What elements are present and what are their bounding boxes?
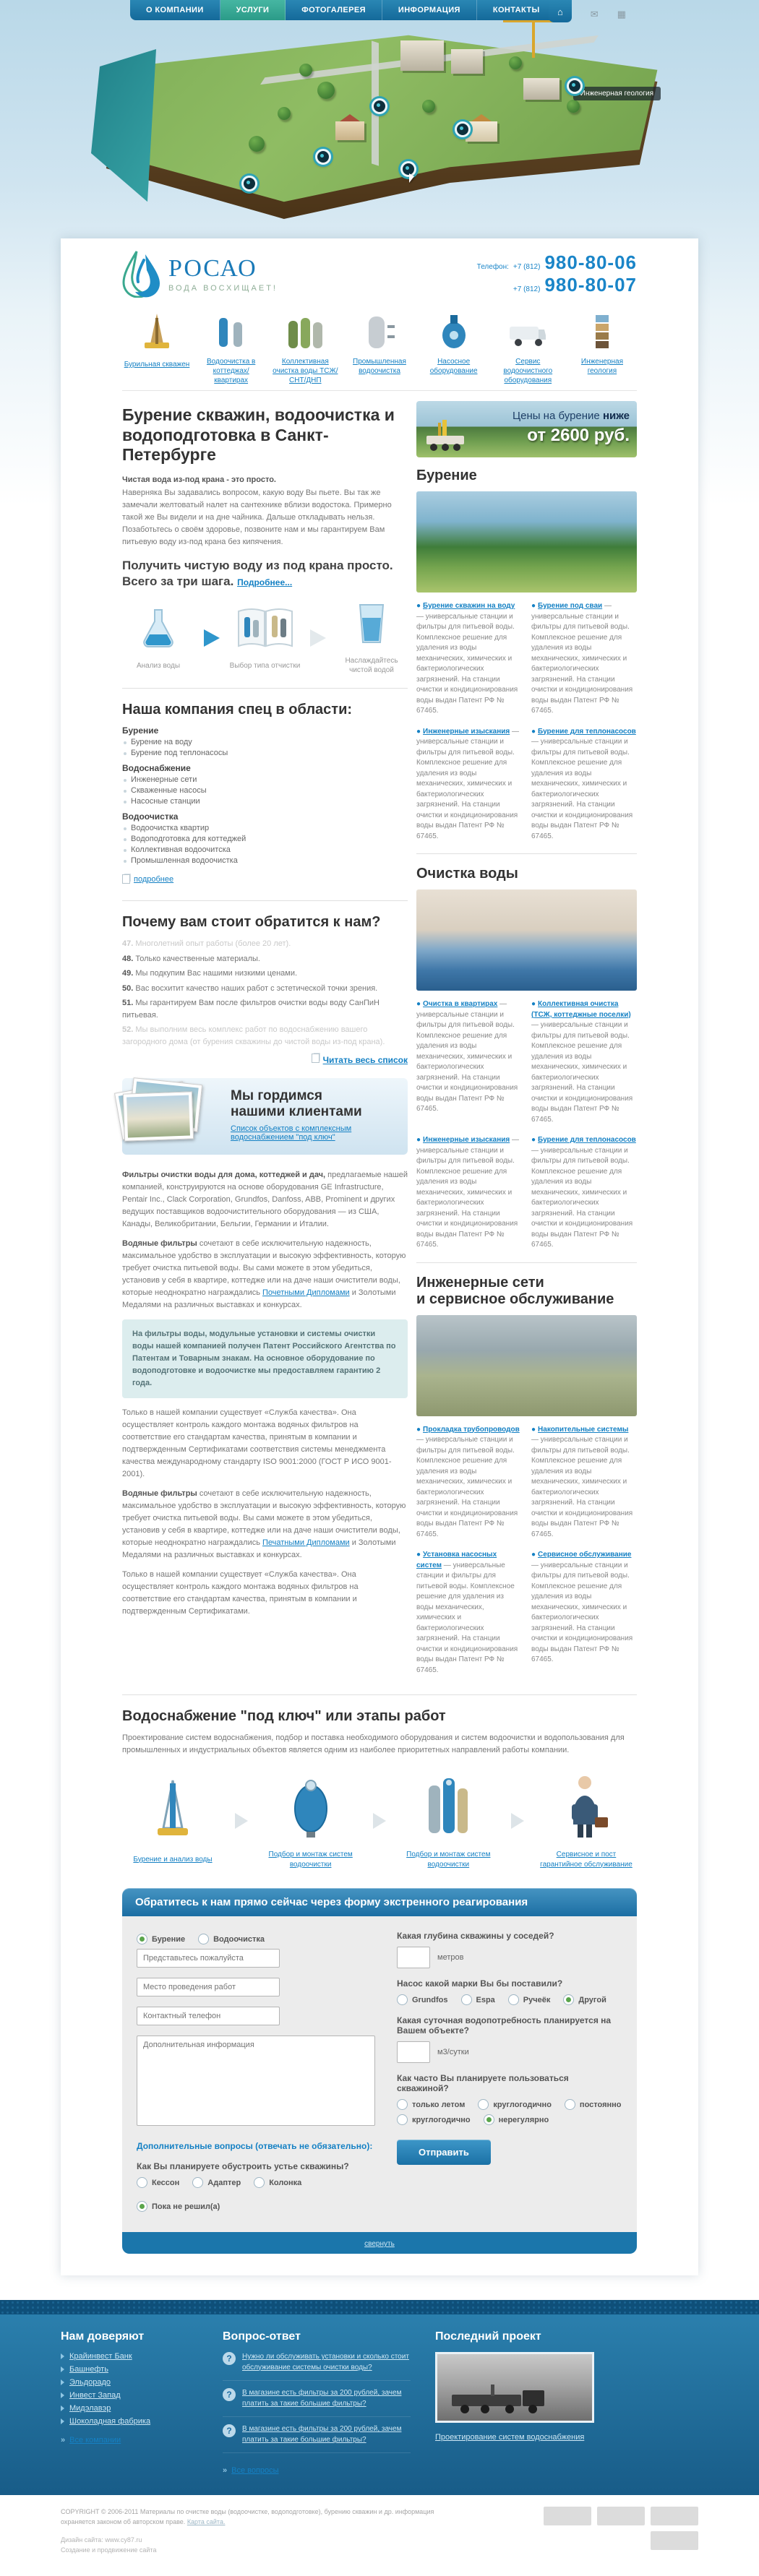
extra-questions-title: Дополнительные вопросы (отвечать не обязательно):: [137, 2141, 373, 2152]
drop-icon: ●: [531, 1000, 536, 1008]
pressure-tank-icon: [289, 1772, 333, 1839]
faq-link[interactable]: В магазине есть фильтры за 200 рублей, зачем платить за такие большие фильтры?: [242, 2425, 402, 2444]
specialty-item: Водоподготовка для коттеджей: [122, 835, 408, 843]
section-title-water-treatment: Очистка воды: [416, 866, 518, 882]
filter-column-icon: [423, 1772, 473, 1839]
trust-item: [61, 2391, 198, 2400]
drill-truck-icon: [422, 418, 473, 452]
promo-credit: Создание и продвижение сайта: [61, 2546, 157, 2554]
clients-title-1: Мы гордимся: [231, 1088, 322, 1104]
question-mark-icon: ?: [223, 2424, 236, 2437]
service-technician-icon: [563, 1772, 609, 1839]
step-analysis: [122, 606, 194, 671]
trust-link[interactable]: Башнефть: [69, 2365, 108, 2374]
all-questions-link[interactable]: Все вопросы: [231, 2466, 279, 2476]
radio-grundfos[interactable]: Grundfos: [397, 1994, 448, 2005]
service-link-industrial-treatment[interactable]: Промышленная водоочистка: [353, 358, 406, 375]
depth-input[interactable]: [397, 1947, 430, 1968]
diploma-link-2[interactable]: Печатными Дипломами: [262, 1538, 350, 1548]
price-accent: ниже: [602, 410, 630, 422]
depth-question: Какая глубина скважины у соседей?: [397, 1931, 554, 1942]
service-link-engineering-geology[interactable]: Инженерная геология: [580, 358, 623, 375]
flask-icon: [135, 606, 181, 652]
arrow-right-icon: [204, 629, 220, 647]
faq-link[interactable]: В магазине есть фильтры за 200 рублей, зачем платить за такие большие фильтры?: [242, 2389, 402, 2408]
trust-item: [61, 2352, 198, 2361]
crane-illustration: [503, 17, 568, 58]
drop-icon: ●: [416, 1136, 421, 1144]
hero-house: [466, 121, 497, 142]
right-column: [416, 401, 637, 1676]
radio-year-round[interactable]: круглогодично: [478, 2099, 552, 2110]
link-pile-drilling[interactable]: Бурение под сваи: [538, 602, 603, 610]
double-arrow-icon: »: [61, 2436, 66, 2445]
link-heatpump-drilling[interactable]: Бурение для теплонасосов: [538, 727, 636, 736]
step-label: Выбор типа отчистки: [229, 661, 301, 670]
catalog-book-icon: [234, 606, 296, 652]
phone-code: +7 (812): [513, 285, 541, 293]
nav-contacts[interactable]: КОНТАКТЫ: [477, 0, 556, 20]
geology-column-icon: [581, 311, 623, 353]
arrow-right-icon: [235, 1813, 248, 1829]
drop-icon: ●: [416, 727, 421, 736]
page-title: Бурение скважин, водоочистка и водоподготовка в Санкт-Петербурге: [122, 405, 395, 465]
nav-info[interactable]: ИНФОРМАЦИЯ: [382, 0, 477, 20]
arrow-bullet-icon: [61, 2353, 64, 2359]
form-collapse-bar: [122, 2232, 637, 2254]
clients-banner: [122, 1078, 408, 1155]
paragraph-water-filters-2: Водяные фильтры сочетают в себе исключительную надежность, максимальное удобство в эксплуатации и высокую эффективность, которую требует очистка питьевой воды. Вы сами можете в этом убедиться, установив у себя в квартире, коттедже или на даче наши очистители воды, которые неоднократно награждались Печатными Дипломами и Золотыми Медалями на различных выставках и конкурсах.: [122, 1489, 406, 1560]
link-heatpump-drilling-2[interactable]: Бурение для теплонасосов: [538, 1136, 636, 1144]
header-icons: [549, 0, 626, 22]
specialty-item: Водоочистка квартир: [122, 824, 408, 832]
paragraph-filters: Фильтры очистки воды для дома, коттеджей и дач, предлагаемые нашей компанией, конструируются на основе оборудования GE Infrastructure, Pentair Inc., Clack Corporation, Grundfos, Danfoss, ABB, Prominent и других ведущих поставщиков водоочистительного оборудования — из США, Канады, Великобритании, Бельгии, Германии и Италии.: [122, 1171, 408, 1229]
networks-photo: [416, 1315, 637, 1416]
service-item: [197, 311, 266, 386]
trust-link[interactable]: Эльдорадо: [69, 2378, 111, 2387]
double-arrow-icon: »: [223, 2466, 228, 2476]
name-input[interactable]: [137, 1949, 280, 1968]
radio-year-round-2[interactable]: круглогодично: [397, 2114, 471, 2125]
document-icon: [122, 874, 130, 884]
geology-label: Инженерная геология: [573, 87, 661, 100]
daily-consumption-question: Какая суточная водопотребность планируется на Вашем объекте?: [397, 2015, 612, 2036]
daily-consumption-input[interactable]: [397, 2041, 430, 2063]
why-item: 49. Мы подкупим Вас нашими низкими ценами.: [122, 969, 298, 978]
faq-link[interactable]: Нужно ли обслуживать установки и сколько стоит обслуживание системы очистки воды?: [242, 2353, 409, 2372]
radio-water-treatment[interactable]: Водоочистка: [198, 1934, 265, 1944]
drill-rig-icon: [136, 311, 178, 353]
sitemap-icon[interactable]: ▦: [617, 9, 626, 20]
sitemap-link[interactable]: Карта сайта.: [186, 2518, 226, 2526]
link-storage-systems[interactable]: Накопительные системы: [538, 1425, 629, 1434]
step-label: Анализ воды: [136, 661, 181, 670]
radio-adapter[interactable]: Адаптер: [192, 2177, 241, 2188]
nav-about[interactable]: О КОМПАНИИ: [130, 0, 220, 20]
section-title-networks-2: и сервисное обслуживание: [416, 1291, 614, 1307]
why-full-list-link[interactable]: Читать весь список: [322, 1055, 408, 1066]
hero-building: [451, 49, 483, 74]
tanks-icon: [284, 311, 326, 353]
arrow-right-icon: [511, 1813, 524, 1829]
drilling-link-item: ● Бурение под сваи — универсальные станции и фильтры для питьевой воды. Комплексное решение для удаления из воды механических, химических и бактериологических загрязнений. На станции очистки и кондиционирования воды выдан Патент РФ № 67465.: [531, 602, 633, 715]
clients-objects-link[interactable]: Список объектов с комплексным водоснабжением "под ключ": [231, 1124, 352, 1142]
paragraph-water-filters: Водяные фильтры сочетают в себе исключительную надежность, максимальное удобство в эксплуатации и высокую эффективность, которую требует очистка питьевой воды. Вы сами можете в этом убедиться, установив у себя в квартире, коттедже или на даче наши очистители воды, которые неоднократно награждались Почетными Дипломами и Золотыми Медалями на различных выставках и конкурсах.: [122, 1239, 406, 1310]
paragraph-quality: Только в нашей компании существует «Служба качества». Она осуществляет контроль каждого монтажа водяных фильтров на соответствие его стандартам качества, принятым в компании и подтвержденным Сертификатами соответствия системы менеджмента качества международному стандарту ISO 9001:2000 (ГОСТ Р ИСО 9001- 2001).: [122, 1408, 392, 1478]
submit-button[interactable]: Отправить: [397, 2140, 491, 2165]
price-banner[interactable]: [416, 401, 637, 457]
banner-placeholder[interactable]: [651, 2507, 698, 2525]
water-glass-icon: [356, 600, 387, 647]
turnkey-step-link[interactable]: Бурение и анализ воды: [133, 1855, 213, 1864]
drop-icon: ●: [416, 1000, 421, 1008]
arrow-right-outline-icon: [310, 629, 326, 647]
diploma-link[interactable]: Почетными Дипломами: [262, 1288, 350, 1298]
specialty-group: Водоочистка: [122, 811, 179, 822]
nav-gallery[interactable]: ФОТОГАЛЕРЕЯ: [286, 0, 382, 20]
phone-number-1: 980-80-06: [544, 251, 637, 273]
drop-icon: ●: [531, 1551, 536, 1559]
banner-placeholder[interactable]: [597, 2507, 645, 2525]
why-title: Почему вам стоит обратится к нам?: [122, 914, 381, 931]
depth-unit: метров: [437, 1953, 464, 1963]
phone-input[interactable]: [137, 2007, 280, 2025]
faq-item: [223, 2352, 411, 2381]
hero-illustration: [61, 13, 698, 237]
why-item: 47. Многолетний опыт работы (более 20 лет).: [122, 939, 291, 949]
arrow-bullet-icon: [61, 2418, 64, 2424]
arrow-bullet-icon: [61, 2366, 64, 2372]
logo-name: РОСАО: [168, 255, 257, 282]
hero-house: [335, 121, 364, 140]
trust-link[interactable]: Шоколадная фабрика: [69, 2417, 151, 2426]
hero-roof: [471, 114, 492, 121]
specialty-item: Инженерные сети: [122, 775, 408, 784]
price-line2: от 2600 руб.: [527, 426, 630, 445]
hero-building: [400, 40, 444, 71]
specialty-more-link[interactable]: подробнее: [134, 874, 174, 884]
arrow-right-icon: [373, 1813, 386, 1829]
form-title: Обратитесь к нам прямо сейчас через форму экстренного реагирования: [122, 1888, 637, 1916]
industrial-tank-icon: [359, 311, 400, 353]
specialty-item: Коллективная водоочитска: [122, 845, 408, 854]
service-link-collective-treatment[interactable]: Коллективная очистка воды ТСЖ/СНТ/ДНП: [273, 358, 338, 384]
turnkey-lead: Проектирование систем водоснабжения, подбор и поставка необходимого оборудования и систем водоочистки и водопользования для промышленных и индустриальных объектов является одним из наиболее приоритетных направлений работы компании.: [122, 1733, 625, 1755]
price-line1: Цены на бурение: [513, 410, 600, 422]
link-pipelines[interactable]: Прокладка трубопроводов: [423, 1425, 520, 1434]
work-place-input[interactable]: [137, 1978, 280, 1996]
radio-espa[interactable]: Espa: [461, 1994, 495, 2005]
phones: [477, 251, 637, 296]
specialty-title: Наша компания спец в области:: [122, 702, 353, 718]
arrow-bullet-icon: [61, 2392, 64, 2398]
bottom-strip: [61, 2495, 698, 2576]
service-item: [270, 311, 340, 386]
map-marker[interactable]: [455, 121, 471, 137]
why-item: 48. Только качественные материалы.: [122, 954, 260, 963]
all-companies-link[interactable]: Все компании: [69, 2436, 121, 2445]
specialty-item: Скваженные насосы: [122, 786, 408, 795]
arrow-bullet-icon: [61, 2405, 64, 2411]
drop-icon: ●: [416, 1425, 421, 1434]
network-link-item: ● Прокладка трубопроводов — универсальные станции и фильтры для питьевой воды. Комплексное решение для удаления из воды механических, химических и бактериологических загрязнений. На станции очистки и кондиционирования воды выдан Патент РФ № 67465.: [416, 1425, 520, 1538]
specialty-item: Насосные станции: [122, 797, 408, 806]
three-steps-more-link[interactable]: Подробнее...: [237, 577, 293, 588]
turnkey-section: [122, 1708, 637, 1869]
link-service-maintenance[interactable]: Сервисное обслуживание: [538, 1551, 632, 1559]
treatment-link-item: ● Коллективная очистка (ТСЖ, коттеджные поселки) — универсальные станции и фильтры для питьевой воды. Комплексное решение для удаления из воды механических, химических и бактериологических загрязнений. На станции очистки и кондиционирования воды выдан Патент РФ № 67465.: [531, 1000, 633, 1124]
last-project-photo[interactable]: [435, 2352, 594, 2423]
logo-row: [122, 238, 637, 303]
drop-icon: ●: [531, 1425, 536, 1434]
trust-item: [61, 2378, 198, 2387]
three-steps-subtitle: Всего за три шага.: [122, 574, 234, 589]
water-drop-logo-icon: [122, 250, 161, 298]
intro-lead: Наверняка Вы задавались вопросом, какую воду Вы пьете. Вы так же замечали желтоватый налет на сантехнике вблизи водостока. Примерно такой же Вы видели и на дне чайника. Дальше откладывать нельзя. Позаботьтесь о своём здоровье, позвоните нам и мы гарантируем Вам питьевую воду из-под крана без кипячения.: [122, 488, 392, 546]
specialty-group: Водоснабжение: [122, 763, 191, 774]
why-item: 52. Мы выполним весь комплекс работ по водоснабжению вашего загородного дома (от бурения скважины до чистой воды из-под крана).: [122, 1025, 385, 1046]
step-label: Наслаждайтесь чистой водой: [345, 657, 398, 675]
map-marker[interactable]: [372, 98, 387, 114]
cursor-icon: [409, 173, 414, 183]
copyright-text: COPYRIGHT © 2006-2011 Материалы по очистке воды (водоочистке, водоподготовке), бурению скважин и др. информация охраняется законом об авторском праве.: [61, 2508, 434, 2526]
radio-other-pump[interactable]: Другой: [563, 1994, 606, 2005]
step-choose-filter: [229, 606, 301, 671]
turnkey-step-link[interactable]: Сервисное и пост гарантийное обслуживание: [540, 1851, 632, 1869]
footer-texture-band: [0, 2300, 759, 2314]
link-collective-treatment[interactable]: Коллективная очистка (ТСЖ, коттеджные поселки): [531, 1000, 631, 1019]
banner-placeholders: [525, 2507, 698, 2550]
collapse-link[interactable]: свернуть: [364, 2240, 395, 2249]
service-item: [493, 311, 562, 386]
footer-faq-column: [223, 2330, 411, 2476]
why-item: 51. Мы гарантируем Вам после фильтров очистки воды воду СанПиН питьевая.: [122, 999, 380, 1020]
radio-irregular[interactable]: нерегулярно: [484, 2114, 549, 2125]
content-card: [61, 238, 698, 2275]
nav-services[interactable]: УСЛУГИ: [220, 0, 286, 20]
drop-icon: ●: [531, 1136, 536, 1144]
header: [61, 0, 698, 238]
drilling-photo: [416, 491, 637, 593]
section-title-drilling: Бурение: [416, 468, 477, 483]
question-mark-icon: ?: [223, 2388, 236, 2401]
document-icon: [312, 1054, 320, 1063]
turnkey-step: [536, 1772, 637, 1869]
step-enjoy-water: [335, 600, 408, 675]
treatment-link-item: ● Инженерные изыскания — универсальные станции и фильтры для питьевой воды. Комплексное решение для удаления из воды механических, химических и бактериологических загрязнений. На станции очистки и кондиционирования воды выдан Патент РФ № 67465.: [416, 1136, 520, 1249]
footer: [0, 2300, 759, 2495]
radio-summer-only[interactable]: только летом: [397, 2099, 465, 2110]
paragraph-quality-2: Только в нашей компании существует «Служба качества». Она осуществляет контроль каждого монтажа водяных фильтров на соответствие его стандартам качества, принятым в компании и подтвержденным Сертификатами.: [122, 1570, 359, 1616]
client-photos: [112, 1074, 220, 1153]
treatment-link-item: ● Очистка в квартирах — универсальные станции и фильтры для питьевой воды. Комплексное решение для удаления из воды механических, химических и бактериологических загрязнений. На станции очистки и кондиционирования воды выдан Патент РФ № 67465.: [416, 1000, 518, 1113]
specialty-item: Бурение под теплонасосы: [122, 749, 408, 757]
service-link-equipment-service[interactable]: Сервис водоочистного оборудования: [503, 358, 553, 384]
link-well-drilling[interactable]: Бурение скважин на воду: [423, 602, 515, 610]
link-engineering-survey-2[interactable]: Инженерные изыскания: [423, 1136, 510, 1144]
clients-title-2: нашими клиентами: [231, 1103, 362, 1119]
map-marker[interactable]: [567, 78, 583, 94]
link-apartment-treatment[interactable]: Очистка в квартирах: [423, 1000, 498, 1008]
section-title-networks-1: Инженерные сети: [416, 1274, 544, 1291]
radio-drilling[interactable]: Бурение: [137, 1934, 185, 1944]
drop-icon: ●: [416, 602, 421, 610]
footer-project-column: [435, 2330, 601, 2476]
link-engineering-survey[interactable]: Инженерные изыскания: [423, 727, 510, 736]
intro-lead-bold: Чистая вода из-под крана - это просто.: [122, 475, 276, 484]
trust-item: [61, 2417, 198, 2426]
radio-dot-icon: [137, 1934, 147, 1944]
trust-title: Нам доверяют: [61, 2330, 145, 2343]
service-item: [122, 311, 192, 386]
contact-form: [122, 1888, 637, 2254]
drilling-link-item: ● Бурение скважин на воду — универсальные станции и фильтры для питьевой воды. Комплексное решение для удаления из воды механических, химических и бактериологических загрязнений. На станции очистки и кондиционирования воды выдан Патент РФ № 67465.: [416, 602, 518, 715]
logo[interactable]: [122, 250, 278, 298]
turnkey-step-link[interactable]: Подбор и монтаж систем водоочистки: [268, 1851, 353, 1869]
three-steps-title: Получить чистую воду из под крана просто.: [122, 559, 393, 573]
question-mark-icon: ?: [223, 2352, 236, 2365]
service-van-icon: [507, 311, 549, 353]
main-nav: [130, 0, 556, 20]
drop-icon: ●: [531, 727, 536, 736]
radio-dot-icon: [198, 1934, 209, 1944]
service-item: [419, 311, 489, 386]
radio-kolonka[interactable]: Колонка: [254, 2177, 301, 2188]
patent-note-box: На фильтры воды, модульные установки и системы очистки воды нашей компанией получен Патент Российского Агентства по Патентам и Товарным знакам. На основное оборудование по водоподготовке и водоочистке мы предоставляем гарантию 2 года.: [122, 1319, 408, 1398]
drop-icon: ●: [531, 602, 536, 610]
service-link-drilling[interactable]: Бурильная скважен: [124, 361, 190, 369]
turnkey-step-link[interactable]: Подбор и монтаж систем водоочистки: [406, 1851, 491, 1869]
trust-link[interactable]: Мидэлавэр: [69, 2404, 111, 2413]
banner-placeholder[interactable]: [651, 2531, 698, 2550]
service-link-cottage-treatment[interactable]: Водоочистка в коттеджах/квартирах: [206, 358, 256, 384]
turnkey-step: [260, 1772, 361, 1869]
service-item: [567, 311, 637, 386]
phone-label: Телефон:: [476, 263, 509, 271]
drilling-link-item: ● Бурение для теплонасосов — универсальные станции и фильтры для питьевой воды. Комплексное решение для удаления из воды механических, химических и бактериологических загрязнений. На станции очистки и кондиционирования воды выдан Патент РФ № 67465.: [531, 727, 636, 840]
pump-icon: [433, 311, 475, 353]
radio-kesson[interactable]: Кессон: [137, 2177, 179, 2188]
daily-unit: м3/сутки: [437, 2048, 469, 2057]
pump-question: Насос какой марки Вы бы поставили?: [397, 1978, 563, 1989]
network-link-item: ● Накопительные системы — универсальные станции и фильтры для питьевой воды. Комплексное решение для удаления из воды механических, химических и бактериологических загрязнений. На станции очистки и кондиционирования воды выдан Патент РФ № 67465.: [531, 1425, 633, 1538]
water-treatment-photo: [416, 889, 637, 991]
network-link-item: ● Установка насосных систем — универсальные станции и фильтры для питьевой воды. Комплексное решение для удаления из воды механических, химических и бактериологических загрязнений. На станции очистки и кондиционирования воды выдан Патент РФ № 67465.: [416, 1551, 518, 1674]
home-icon[interactable]: ⌂: [549, 0, 572, 22]
faq-item: [223, 2388, 411, 2417]
specialty-group: Бурение: [122, 725, 159, 736]
form-left-column: [137, 1929, 375, 2216]
radio-constantly[interactable]: постоянно: [565, 2099, 622, 2110]
trust-item: [61, 2404, 198, 2413]
turnkey-step: [398, 1772, 499, 1869]
project-truck-icon: [447, 2385, 556, 2413]
phone-number-2: 980-80-07: [544, 274, 637, 296]
specialty-item: Бурение на воду: [122, 738, 408, 746]
last-project-title: Последний проект: [435, 2330, 541, 2343]
map-marker[interactable]: [241, 176, 257, 191]
radio-undecided[interactable]: Пока не решил(а): [137, 2201, 220, 2212]
filters-icon: [210, 311, 252, 353]
turnkey-title: Водоснабжение "под ключ" или этапы работ: [122, 1708, 446, 1724]
arrow-bullet-icon: [61, 2379, 64, 2385]
project-link[interactable]: Проектирование систем водоснабжения: [435, 2433, 585, 2442]
link-pump-systems[interactable]: Установка насосных систем: [416, 1551, 497, 1569]
services-row: [122, 303, 637, 391]
wellhead-question: Как Вы планируете обустроить устье скважины?: [137, 2161, 349, 2172]
network-link-item: ● Сервисное обслуживание — универсальные станции и фильтры для питьевой воды. Комплексное решение для удаления из воды механических, химических и бактериологических загрязнений. На станции очистки и кондиционирования воды выдан Патент РФ № 67465.: [531, 1551, 633, 1663]
design-credit: Дизайн сайта: www.cy87.ru: [61, 2536, 142, 2543]
service-item: [345, 311, 414, 386]
radio-rucheek[interactable]: Ручеёк: [508, 1994, 551, 2005]
map-marker[interactable]: [315, 149, 331, 165]
service-link-pump-equipment[interactable]: Насосное оборудование: [429, 358, 478, 375]
mail-icon[interactable]: ✉: [590, 9, 599, 20]
additional-info-textarea[interactable]: [137, 2036, 375, 2126]
turnkey-step: [122, 1778, 223, 1865]
drop-icon: ●: [416, 1551, 421, 1559]
drilling-link-item: ● Инженерные изыскания — универсальные станции и фильтры для питьевой воды. Комплексное решение для удаления из воды механических, химических и бактериологических загрязнений. На станции очистки и кондиционирования воды выдан Патент РФ № 67465.: [416, 727, 520, 840]
hero-roof: [340, 114, 360, 121]
trust-item: [61, 2365, 198, 2374]
treatment-link-item: ● Бурение для теплонасосов — универсальные станции и фильтры для питьевой воды. Комплексное решение для удаления из воды механических, химических и бактериологических загрязнений. На станции очистки и кондиционирования воды выдан Патент РФ № 67465.: [531, 1136, 636, 1249]
hero-building: [523, 78, 559, 100]
trust-link[interactable]: Инвест Запад: [69, 2391, 121, 2400]
form-right-column: [397, 1929, 622, 2216]
specialty-item: Промышленная водоочистка: [122, 856, 408, 865]
three-steps: [122, 600, 408, 675]
drilling-rig-icon: [147, 1778, 198, 1844]
banner-placeholder[interactable]: [544, 2507, 591, 2525]
trust-link[interactable]: Крайинвест Банк: [69, 2352, 132, 2361]
logo-tagline: ВОДА ВОСХИЩАЕТ!: [168, 284, 278, 293]
faq-item: [223, 2424, 411, 2453]
left-column: [122, 401, 408, 1676]
faq-title: Вопрос-ответ: [223, 2330, 301, 2343]
footer-trust-column: [61, 2330, 198, 2476]
frequency-question: Как часто Вы планируете пользоваться скважиной?: [397, 2073, 569, 2094]
phone-code: +7 (812): [513, 263, 541, 271]
why-item: 50. Вас восхитит качество наших работ с эстетической точки зрения.: [122, 983, 378, 993]
